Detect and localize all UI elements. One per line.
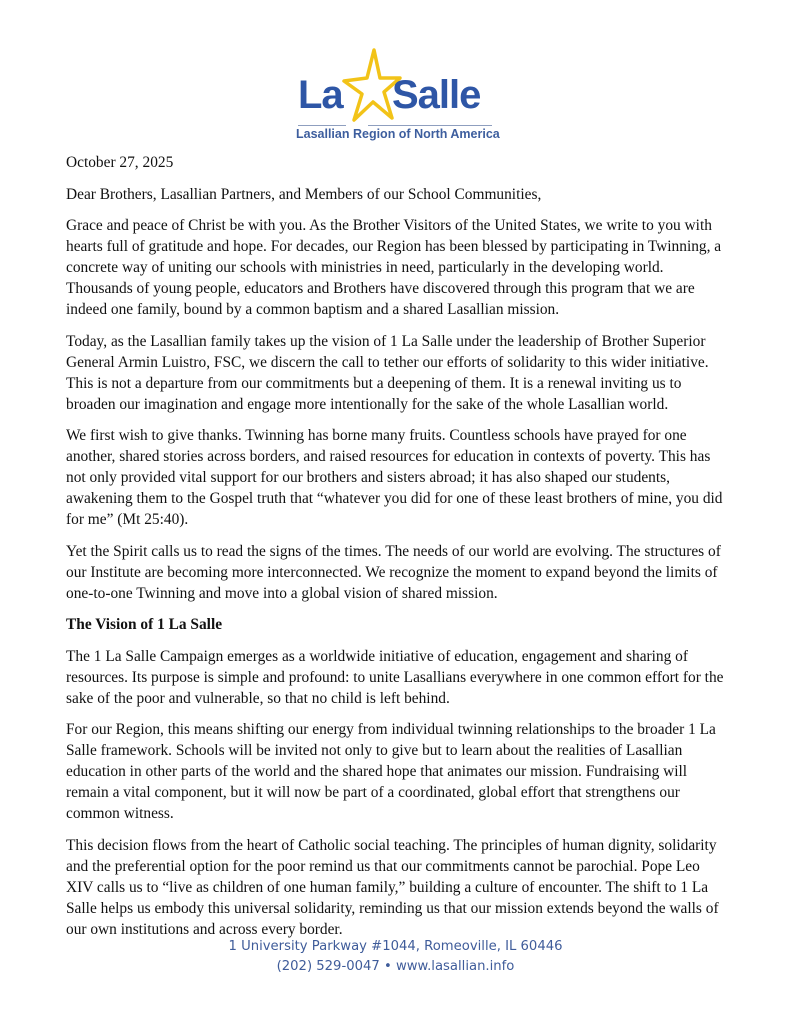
section-heading: The Vision of 1 La Salle <box>66 616 223 633</box>
logo-word-salle: Salle <box>392 73 481 117</box>
paragraph-campaign: The 1 La Salle Campaign emerges as a worldwide initiative of education, engagement and sharing of resources. Its purpose is simple and profound: to unite Lasallians everywhere in one common effort for the sake of the poor and vulnerable, so that no child is left behind. <box>66 647 724 707</box>
letter-salutation: Dear Brothers, Lasallian Partners, and Members of our School Communities, <box>66 185 542 203</box>
footer-phone: (202) 529-0047 <box>276 959 380 974</box>
footer-website-link[interactable]: www.lasallian.info <box>395 959 515 974</box>
paragraph-social-teaching: This decision flows from the heart of Catholic social teaching. The principles of human dignity, solidarity and the preferential option for the poor remind us that our commitments cannot be parochial. Pope Leo XIV calls us to “live as children of one human family,” building a culture of encounter. The shift to 1 La Salle helps us embody this universal solidarity, reminding us that our mission extends beyond the walls of our own institutions and across every border. <box>66 836 719 938</box>
paragraph-greeting: Grace and peace of Christ be with you. As the Brother Visitors of the United States, we write to you with hearts full of gratitude and hope. For decades, our Region has been blessed by participating in Twinning, a concrete way of uniting our schools with ministries in need, particularly in the developing world. Thousands of young people, educators and Brothers have discovered through this program that we are indeed one family, bound by a common baptism and a shared Lasallian mission. <box>66 217 722 318</box>
paragraph-region-shift: For our Region, this means shifting our energy from individual twinning relationships to the broader 1 La Salle framework. Schools will be invited not only to give but to learn about the realities of Lasallian education in other parts of the world and the shared hope that animates our mission. Fundraising will remain a vital component, but it will now be part of a coordinated, global effort that strengthens our common witness. <box>66 721 716 822</box>
logo-word-la: La <box>298 73 343 117</box>
logo-wordmark <box>296 70 496 120</box>
paragraph-thanks: We first wish to give thanks. Twinning has borne many fruits. Countless schools have prayed for one another, shared stories across borders, and raised resources for education in contexts of poverty. This has not only provided vital support for our brothers and sisters abroad; it has also shaped our students, awakening them to the Gospel truth that “whatever you did for one of these least brothers of mine, you did for me” (Mt 25:40). <box>66 427 723 528</box>
footer-contact-line <box>0 957 791 977</box>
paragraph-vision-intro: Today, as the Lasallian family takes up the vision of 1 La Salle under the leadership of Brother Superior General Armin Luistro, FSC, we discern the call to tether our efforts of solidarity to this wider initiative. This is not a departure from our commitments but a deepening of them. It is a renewal inviting us to broaden our imagination and engage more intentionally for the sake of the whole Lasallian world. <box>66 332 709 413</box>
bullet-separator: • <box>383 959 392 974</box>
paragraph-signs-of-times: Yet the Spirit calls us to read the signs of the times. The needs of our world are evolving. The structures of our Institute are becoming more interconnected. We recognize the moment to expand beyond the limits of one-to-one Twinning and move into a global vision of shared mission. <box>66 542 721 602</box>
letterhead-footer <box>0 937 791 977</box>
logo-subtitle: Lasallian Region of North America <box>296 127 500 141</box>
letter-body <box>66 152 730 950</box>
footer-address: 1 University Parkway #1044, Romeoville, IL 60446 <box>228 939 563 954</box>
letter-date: October 27, 2025 <box>66 154 174 171</box>
la-salle-logo <box>296 46 500 142</box>
